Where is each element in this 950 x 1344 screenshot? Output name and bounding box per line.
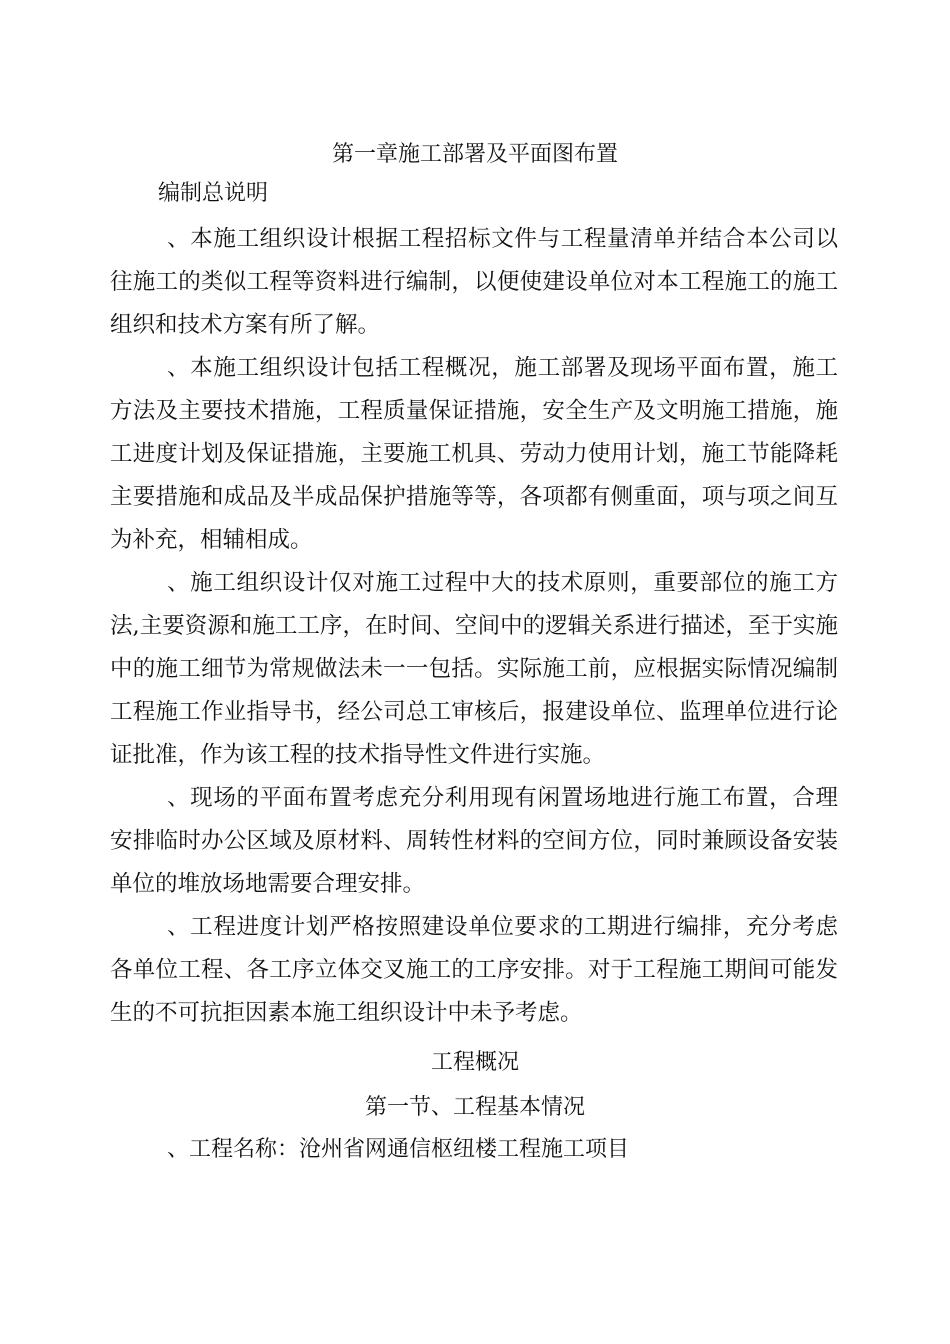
paragraph-5: 、工程进度计划严格按照建设单位要求的工期进行编排，充分考虑各单位工程、各工序立体交叉施工的工序安排。对于工程施工期间可能发生的不可抗拒因素本施工组织设计中未予考虑。 [110, 914, 838, 1026]
project-name-line: 、工程名称：沧州省网通信枢纽楼工程施工项目 [167, 1137, 630, 1162]
paragraph-1: 、本施工组织设计根据工程招标文件与工程量清单并结合本公司以往施工的类似工程等资料进行编制，以便使建设单位对本工程施工的施工组织和技术方案有所了解。 [110, 226, 838, 338]
paragraph-4: 、现场的平面布置考虑充分利用现有闲置场地进行施工布置，合理安排临时办公区域及原材料、周转性材料的空间方位，同时兼顾设备安装单位的堆放场地需要合理安排。 [110, 785, 838, 897]
section-heading: 编制总说明 [158, 181, 269, 206]
section-one-heading: 第一节、工程基本情况 [364, 1095, 585, 1120]
paragraph-3: 、施工组织设计仅对施工过程中大的技术原则，重要部位的施工方法,主要资源和施工工序，在时间、空间中的逻辑关系进行描述，至于实施中的施工细节为常规做法未一一包括。实际施工前，应根据实际情况编制工程施工作业指导书，经公司总工审核后，报建设单位、监理单位进行论证批准，作为该工程的技术指导性文件进行实施。 [110, 570, 838, 768]
chapter-title: 第一章施工部署及平面图布置 [331, 142, 618, 167]
paragraph-2: 、本施工组织设计包括工程概况，施工部署及现场平面布置，施工方法及主要技术措施，工程质量保证措施，安全生产及文明施工措施，施工进度计划及保证措施，主要施工机具、劳动力使用计划，施工节能降耗主要措施和成品及半成品保护措施等等，各项都有侧重面，项与项之间互为补充，相辅相成。 [110, 355, 838, 553]
overview-heading: 工程概况 [430, 1050, 519, 1075]
